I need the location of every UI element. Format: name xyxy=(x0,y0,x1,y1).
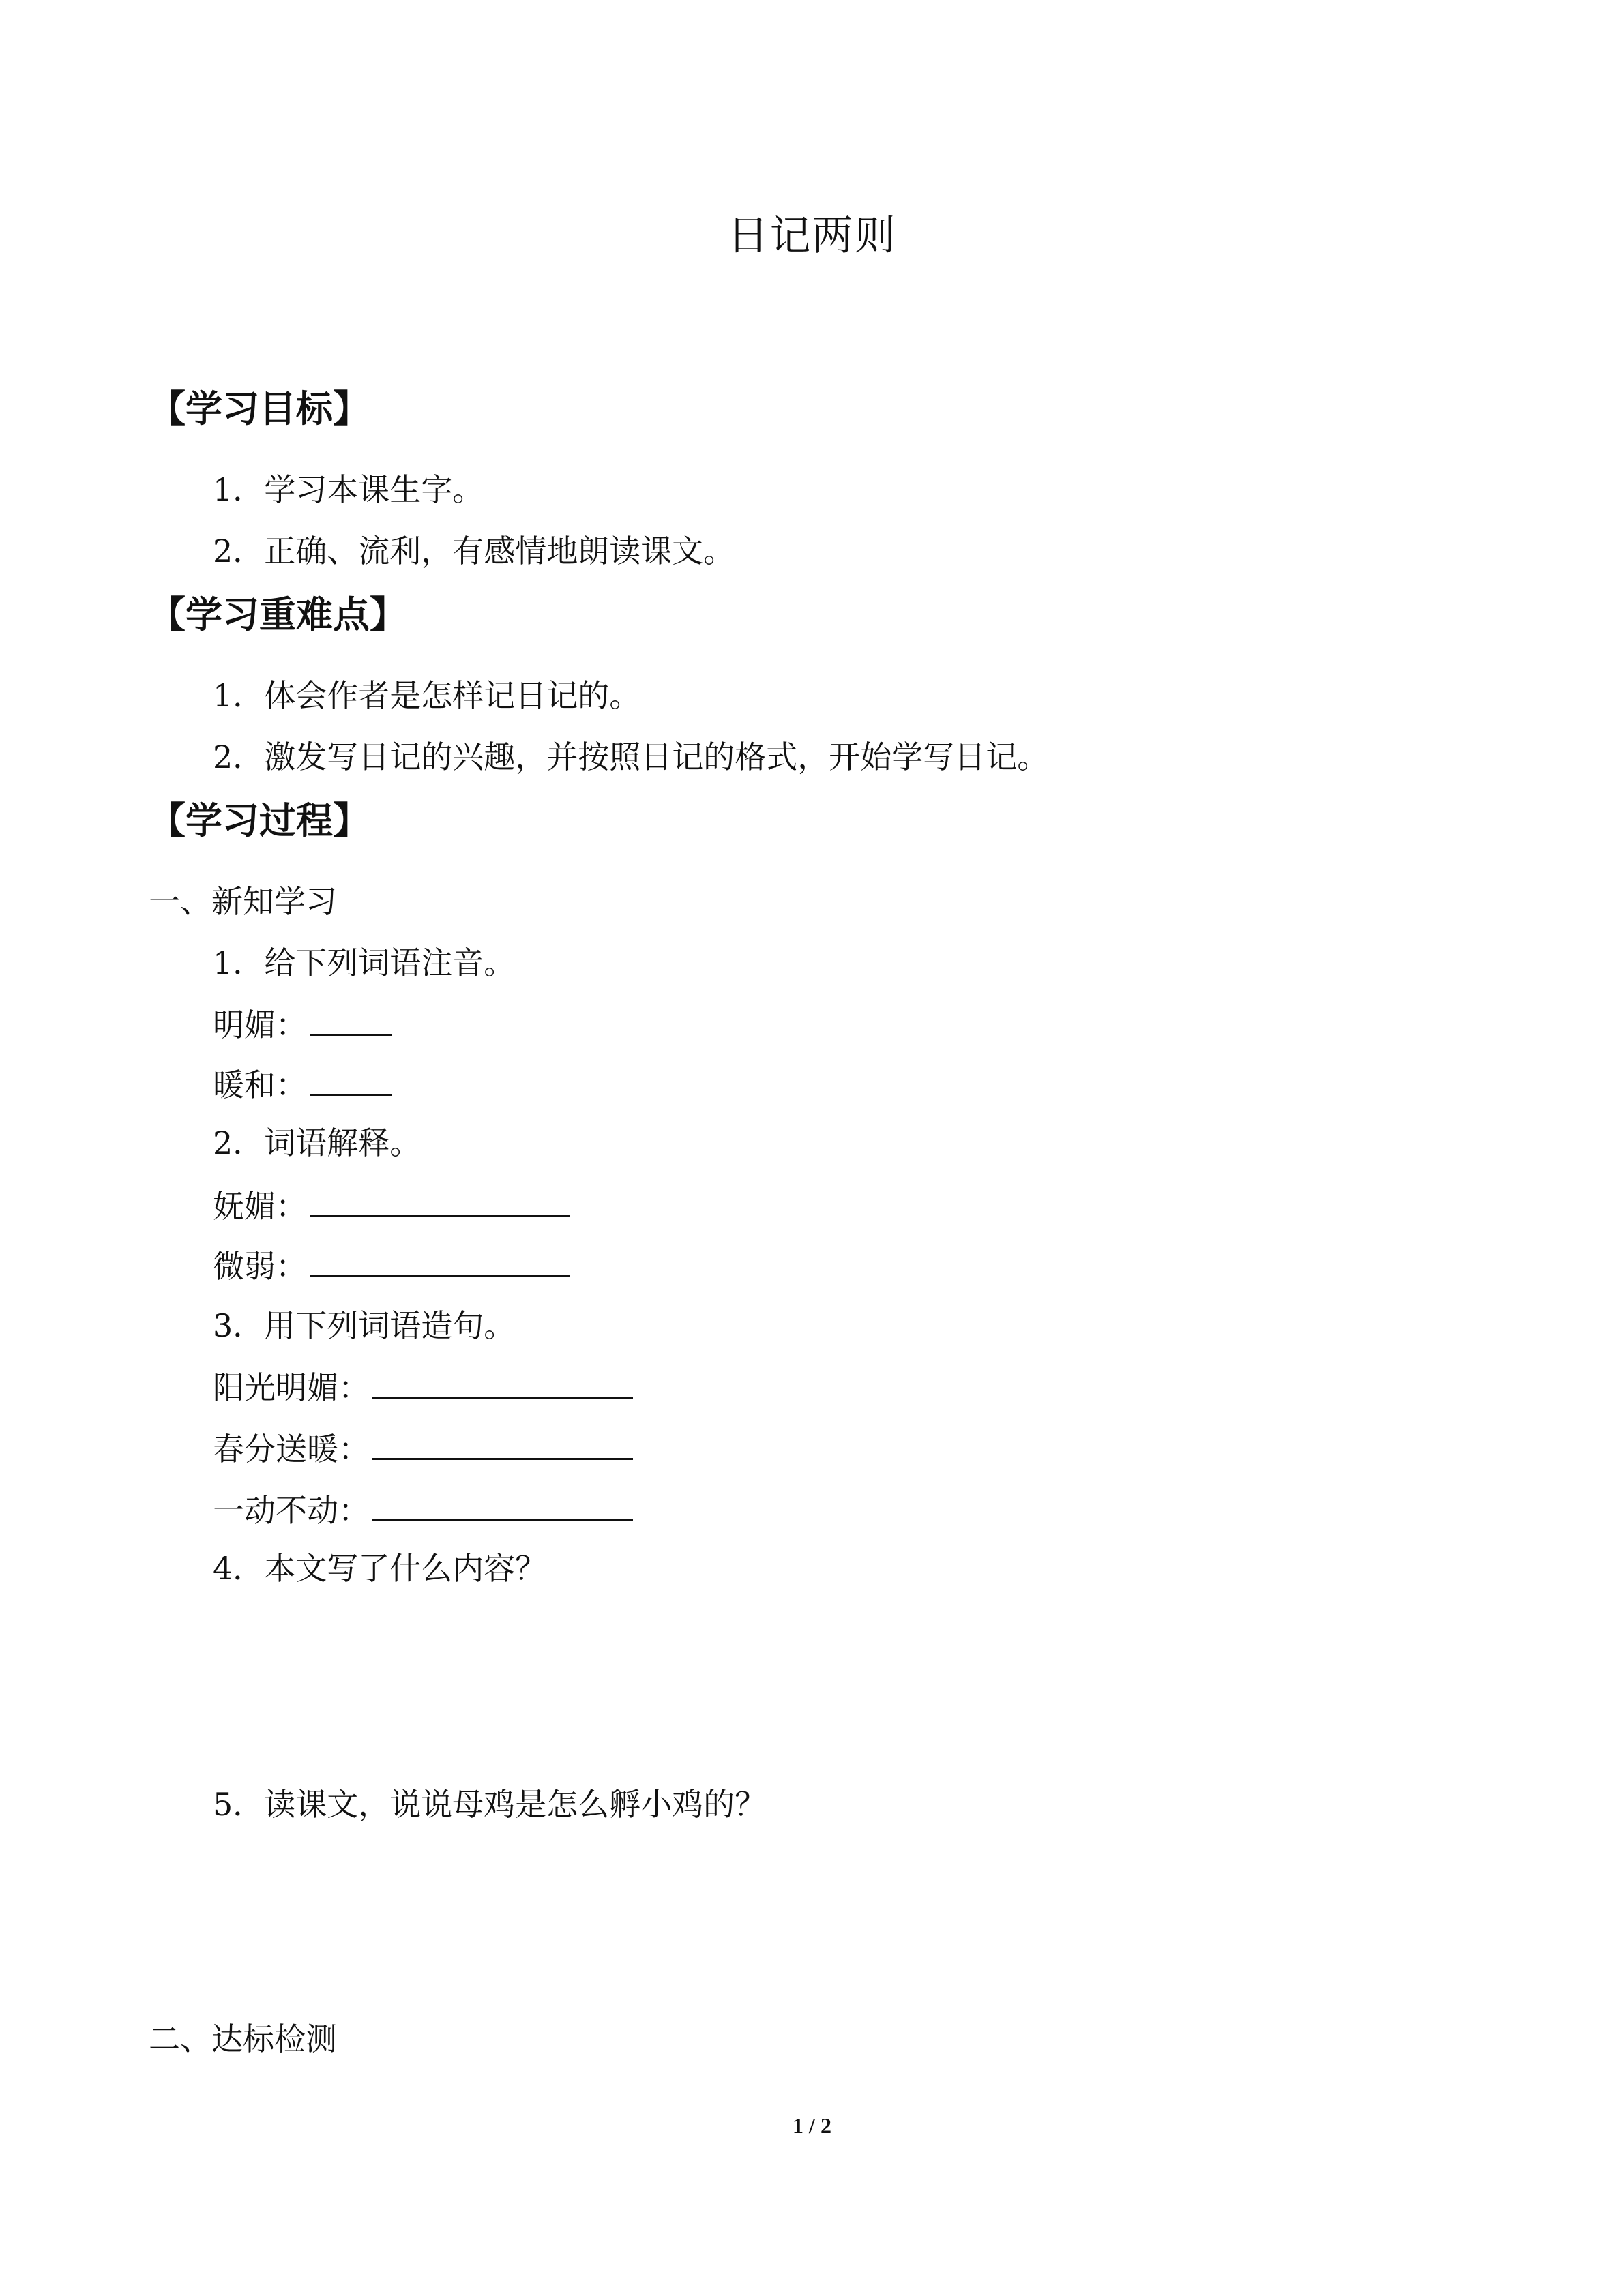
answer-blank[interactable] xyxy=(310,1182,570,1217)
q2-word-row xyxy=(213,1242,570,1288)
q1-prompt: 1．给下列词语注音。 xyxy=(213,944,516,981)
q3-word-2: 春分送暖： xyxy=(213,1431,370,1467)
q3-word-row xyxy=(213,1364,633,1410)
page-title: 日记两则 xyxy=(727,212,897,260)
goals-heading: 【学习目标】 xyxy=(149,387,370,430)
page-indicator: 1 / 2 xyxy=(793,2113,831,2138)
q2-word-2: 微弱： xyxy=(213,1248,307,1285)
answer-blank[interactable] xyxy=(372,1487,633,1521)
q2-word-1: 妩媚： xyxy=(213,1188,307,1225)
q1-word-row xyxy=(213,1001,392,1047)
q2-word-row xyxy=(213,1182,570,1228)
q3-word-row xyxy=(213,1425,633,1471)
key-points-item-2: 2．激发写日记的兴趣，并按照日记的格式，开始学写日记。 xyxy=(213,739,1049,775)
q3-word-row xyxy=(213,1487,633,1532)
answer-blank[interactable] xyxy=(310,1001,392,1036)
key-points-item-1: 1．体会作者是怎样记日记的。 xyxy=(213,677,641,714)
q5-prompt: 5．读课文，说说母鸡是怎么孵小鸡的？ xyxy=(213,1786,767,1823)
answer-blank[interactable] xyxy=(310,1061,392,1096)
q1-word-row xyxy=(213,1061,392,1107)
q3-prompt: 3．用下列词语造句。 xyxy=(213,1307,516,1344)
goals-item-2: 2．正确、流利，有感情地朗读课文。 xyxy=(213,533,735,569)
process-heading: 【学习过程】 xyxy=(149,799,370,842)
part2-title: 二、达标检测 xyxy=(149,2021,337,2057)
goals-item-1: 1．学习本课生字。 xyxy=(213,471,484,508)
key-points-heading: 【学习重难点】 xyxy=(149,593,407,636)
q4-prompt: 4．本文写了什么内容？ xyxy=(213,1550,547,1587)
q2-prompt: 2．词语解释。 xyxy=(213,1124,422,1161)
answer-blank[interactable] xyxy=(372,1364,633,1399)
answer-blank[interactable] xyxy=(310,1242,570,1277)
answer-blank[interactable] xyxy=(372,1425,633,1460)
q3-word-3: 一动不动： xyxy=(213,1492,370,1529)
q3-word-1: 阳光明媚： xyxy=(213,1369,370,1406)
part1-title: 一、新知学习 xyxy=(149,883,337,920)
q1-word-1: 明媚： xyxy=(213,1007,307,1043)
q1-word-2: 暖和： xyxy=(213,1067,307,1103)
